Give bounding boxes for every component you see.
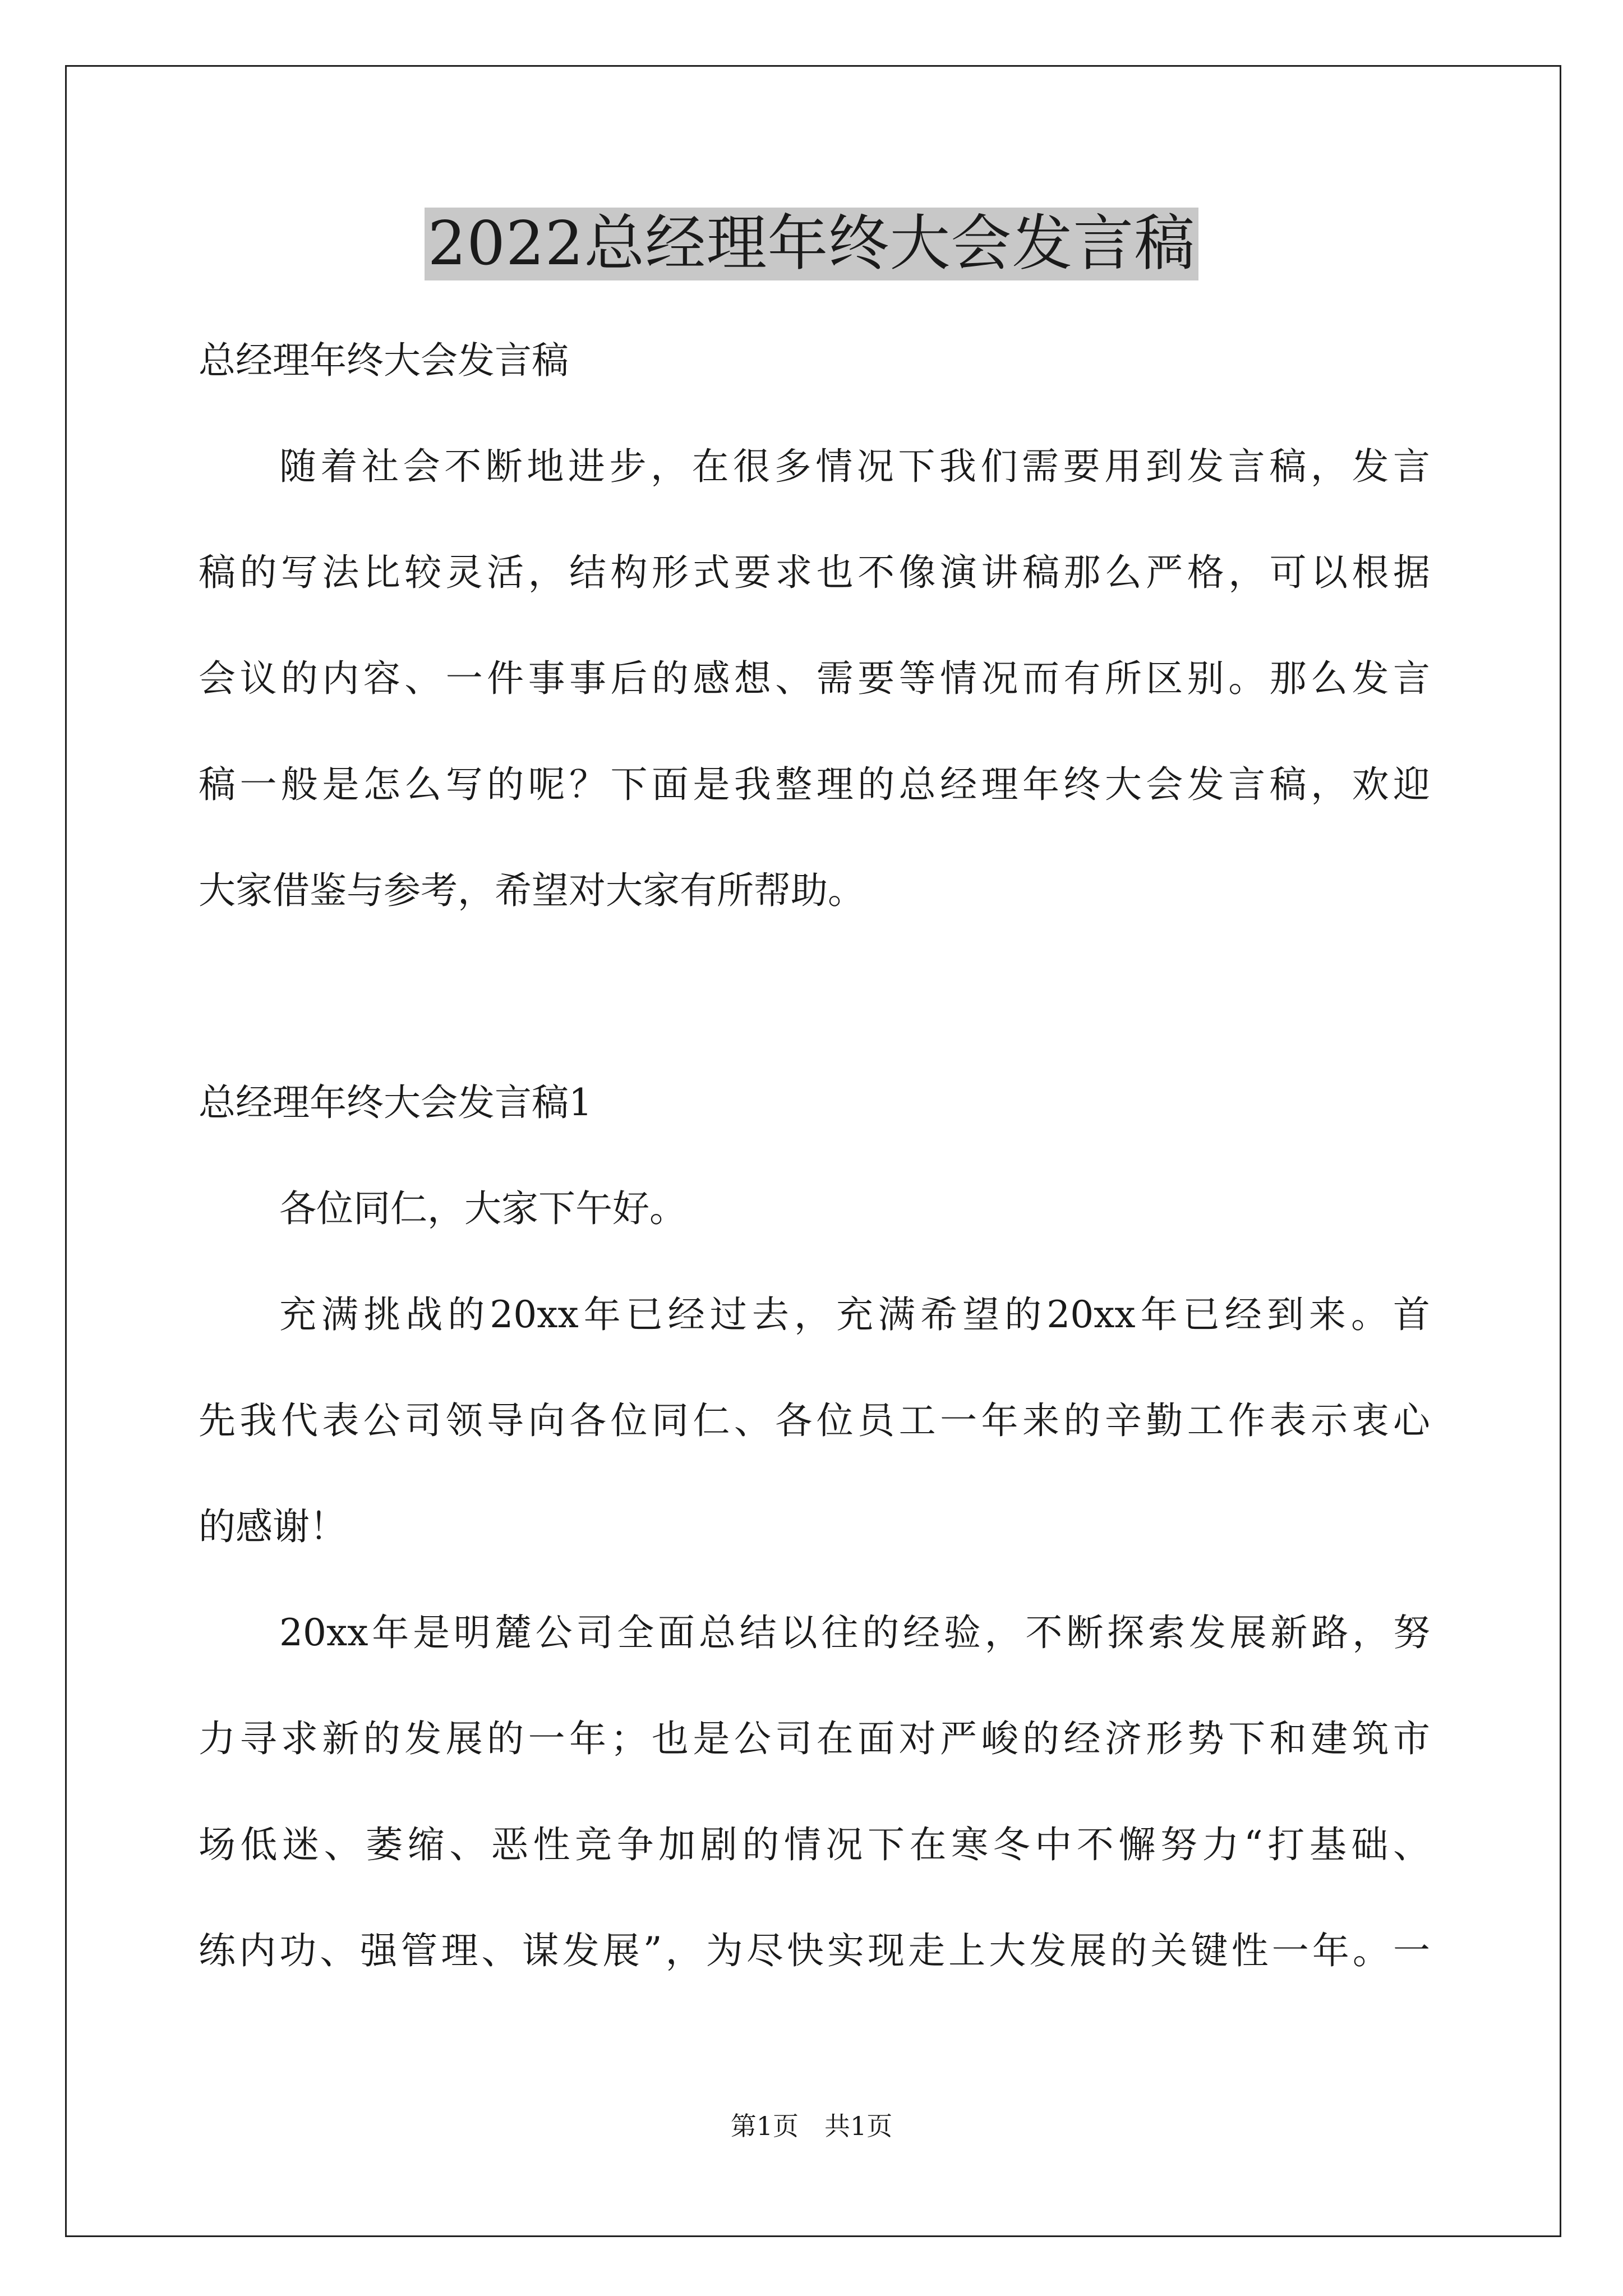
document-title: 2022总经理年终大会发言稿 bbox=[425, 208, 1199, 280]
paragraph-line: 场低迷、萎缩、恶性竞争加剧的情况下在寒冬中不懈努力“打基础、 bbox=[199, 1823, 1430, 1866]
intro-line: 会议的内容、一件事事后的感想、需要等情况而有所区别。那么发言 bbox=[199, 657, 1430, 700]
page-number-current: 第1页 bbox=[730, 2111, 799, 2141]
intro-line: 稿一般是怎么写的呢？下面是我整理的总经理年终大会发言稿，欢迎 bbox=[199, 763, 1430, 806]
paragraph-line: 充满挑战的20xx年已经过去，充满希望的20xx年已经到来。首 bbox=[279, 1293, 1430, 1336]
page-number-total: 共1页 bbox=[824, 2111, 893, 2141]
greeting-line: 各位同仁，大家下午好。 bbox=[279, 1187, 686, 1230]
paragraph-line: 力寻求新的发展的一年；也是公司在面对严峻的经济形势下和建筑市 bbox=[199, 1717, 1430, 1760]
intro-line: 大家借鉴与参考，希望对大家有所帮助。 bbox=[199, 869, 865, 912]
paragraph-line: 20xx年是明麓公司全面总结以往的经验，不断探索发展新路，努 bbox=[279, 1611, 1430, 1654]
title-container bbox=[0, 208, 1623, 280]
intro-line: 稿的写法比较灵活，结构形式要求也不像演讲稿那么严格，可以根据 bbox=[199, 551, 1430, 594]
document-body bbox=[199, 307, 1430, 2004]
paragraph-gap bbox=[199, 944, 1430, 1050]
paragraph-line: 的感谢！ bbox=[199, 1505, 347, 1548]
section-heading: 总经理年终大会发言稿1 bbox=[199, 1081, 592, 1124]
intro-line: 随着社会不断地进步，在很多情况下我们需要用到发言稿，发言 bbox=[279, 445, 1430, 488]
document-subtitle: 总经理年终大会发言稿 bbox=[199, 339, 569, 382]
page-footer bbox=[0, 2109, 1623, 2143]
paragraph-line: 先我代表公司领导向各位同仁、各位员工一年来的辛勤工作表示衷心 bbox=[199, 1399, 1430, 1442]
paragraph-line: 练内功、强管理、谋发展”，为尽快实现走上大发展的关键性一年。一 bbox=[199, 1929, 1430, 1972]
